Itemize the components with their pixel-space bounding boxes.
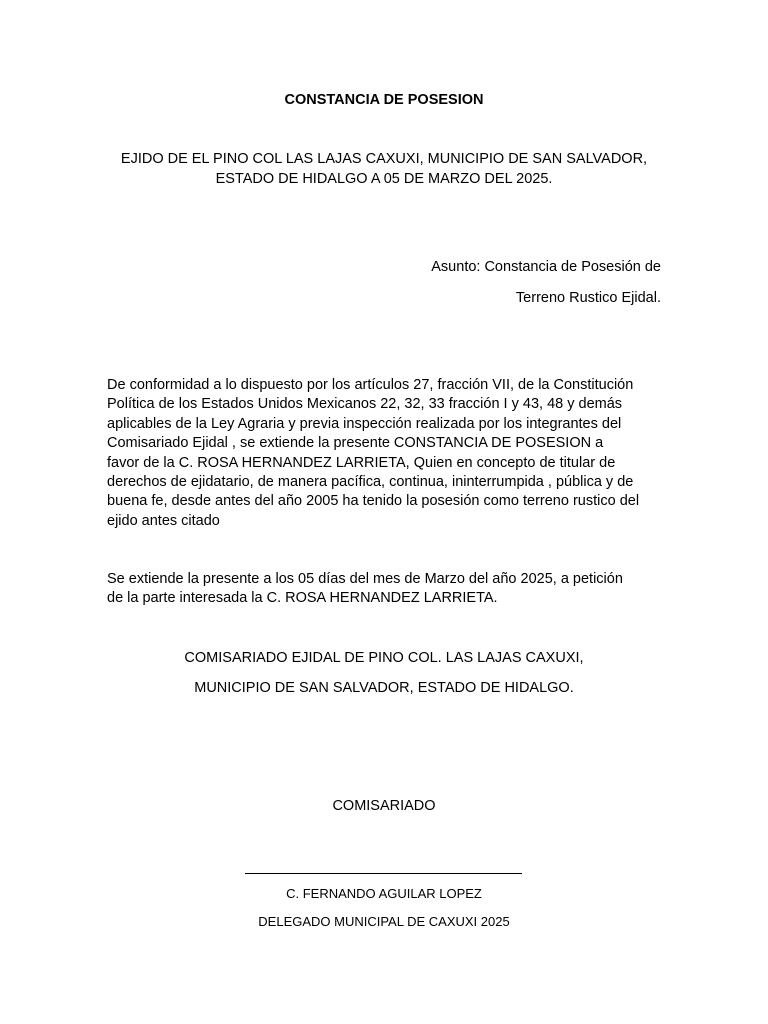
signature-line	[245, 873, 522, 874]
paragraph-line: Comisariado Ejidal , se extiende la presente CONSTANCIA DE POSESION a	[107, 435, 604, 452]
document-title: CONSTANCIA DE POSESION	[284, 92, 484, 108]
signature-role: COMISARIADO	[332, 798, 436, 814]
paragraph-line: de la parte interesada la C. ROSA HERNANDEZ LARRIETA.	[107, 590, 498, 607]
body-paragraph-2	[107, 570, 663, 609]
issuer-line-2: MUNICIPIO DE SAN SALVADOR, ESTADO DE HIDALGO.	[194, 680, 574, 696]
paragraph-line: buena fe, desde antes del año 2005 ha tenido la posesión como terreno rustico del	[107, 493, 640, 510]
place-date-line-1: EJIDO DE EL PINO COL LAS LAJAS CAXUXI, MUNICIPIO DE SAN SALVADOR,	[120, 151, 648, 167]
subject-line-2: Terreno Rustico Ejidal.	[515, 290, 661, 306]
body-paragraph-1	[107, 376, 663, 531]
paragraph-line: derechos de ejidatario, de manera pacífica, continua, ininterrumpida , pública y de	[107, 474, 634, 491]
paragraph-line: favor de la C. ROSA HERNANDEZ LARRIETA, Quien en concepto de titular de	[107, 454, 616, 471]
paragraph-line: aplicables de la Ley Agraria y previa inspección realizada por los integrantes del	[107, 415, 622, 432]
paragraph-line: ejido antes citado	[107, 512, 220, 529]
paragraph-line: De conformidad a lo dispuesto por los artículos 27, fracción VII, de la Constitución	[107, 377, 634, 393]
paragraph-line: Política de los Estados Unidos Mexicanos 22, 32, 33 fracción I y 43, 48 y demás	[107, 396, 623, 413]
issuer-line-1: COMISARIADO EJIDAL DE PINO COL. LAS LAJAS CAXUXI,	[184, 650, 584, 666]
subject-line-1: Asunto: Constancia de Posesión de	[431, 259, 661, 275]
signatory-position: DELEGADO MUNICIPAL DE CAXUXI 2025	[258, 914, 510, 929]
paragraph-line: Se extiende la presente a los 05 días del mes de Marzo del año 2025, a petición	[107, 571, 623, 587]
signatory-name: C. FERNANDO AGUILAR LOPEZ	[286, 886, 482, 901]
place-date-line-2: ESTADO DE HIDALGO A 05 DE MARZO DEL 2025.	[215, 171, 553, 187]
